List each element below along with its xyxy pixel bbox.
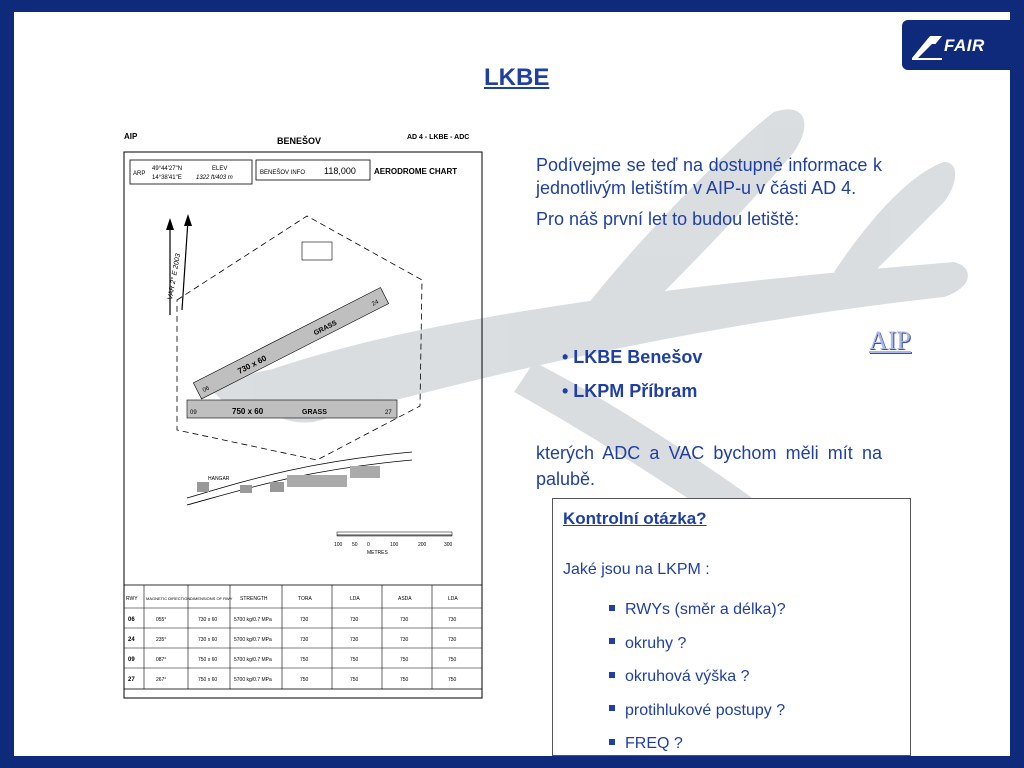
table-cell: 750 x 60 — [198, 657, 218, 663]
table-cell: 267° — [156, 677, 167, 683]
table-cell: 730 — [300, 617, 309, 623]
table-cell: 750 — [400, 657, 409, 663]
question-text: Jaké jsou na LKPM : — [563, 561, 710, 578]
list-item — [609, 593, 786, 627]
info-label: BENEŠOV INFO — [260, 170, 306, 176]
elev-value: 1322 ft/403 m — [196, 175, 233, 181]
list-item-label: protihlukové postupy ? — [625, 701, 786, 719]
slide — [14, 12, 1010, 756]
intro-paragraph: Pro náš první let to budou letiště: — [536, 209, 800, 229]
table-cell: 24 — [128, 637, 135, 643]
scale-tick: 200 — [418, 542, 427, 548]
closing-text: kterých ADC a VAC bychom měli mít na palubě. — [536, 443, 882, 489]
scale-tick: 50 — [352, 542, 358, 548]
question-list — [609, 593, 786, 756]
table-cell: 27 — [128, 677, 135, 683]
scale-tick: 300 — [444, 542, 453, 548]
rwy1-surface: GRASS — [312, 319, 339, 338]
scale-tick: 100 — [390, 542, 399, 548]
rwy-number-09: 09 — [190, 410, 197, 416]
table-header: MAGNETIC DIRECTION — [146, 596, 191, 601]
table-cell: 5700 kg/0.7 MPa — [234, 617, 272, 623]
list-item-label: FREQ ? — [625, 735, 683, 752]
list-item — [609, 694, 786, 728]
table-cell: 750 — [448, 657, 457, 663]
var-label: VAR 2° E 2003 — [167, 253, 183, 301]
table-cell: 750 — [350, 677, 359, 683]
table-cell: 730 — [400, 637, 409, 643]
bullet-square-icon — [609, 705, 615, 711]
list-item-label: okruhová výška ? — [625, 668, 750, 685]
table-cell: 055° — [156, 617, 167, 623]
arp-lat: 49°44'27"N — [152, 166, 183, 172]
table-cell: 750 — [300, 657, 309, 663]
bullet-square-icon — [609, 672, 615, 678]
airport-list — [562, 340, 702, 408]
chart-header-right: AD 4 - LKBE - ADC — [407, 134, 470, 141]
rwy1-label: 730 x 60 — [236, 353, 269, 376]
list-item — [609, 627, 786, 661]
aerodrome-chart — [122, 130, 490, 702]
table-header: STRENGTH — [240, 596, 268, 602]
table-cell: 5700 kg/0.7 MPa — [234, 677, 272, 683]
question-box — [552, 498, 911, 756]
chart-title: AERODROME CHART — [374, 167, 458, 176]
table-cell: 730 x 60 — [198, 637, 218, 643]
table-header: TORA — [298, 596, 312, 602]
page-title: LKBE — [484, 64, 550, 91]
table-cell: 730 — [300, 637, 309, 643]
aip-link[interactable]: AIP — [869, 326, 911, 355]
rwy-number-06: 06 — [201, 385, 211, 394]
table-cell: 750 — [400, 677, 409, 683]
list-item — [609, 660, 786, 694]
table-cell: 730 — [350, 637, 359, 643]
table-header: DIMENSIONS OF RWY — [190, 596, 233, 601]
bullet-square-icon — [609, 739, 615, 745]
table-cell: 750 — [448, 677, 457, 683]
table-header: ASDA — [398, 596, 412, 602]
table-cell: 750 x 60 — [198, 677, 218, 683]
bullet-square-icon — [609, 638, 615, 644]
scale-label: METRES — [367, 550, 388, 556]
airport-item-lkbe: • LKBE Benešov — [562, 347, 703, 367]
scale-tick: 0 — [367, 542, 370, 548]
rwy2-label: 750 x 60 — [232, 407, 264, 416]
table-cell: 730 — [400, 617, 409, 623]
intro-paragraph: Podívejme se teď na dostupné informace k jednotlivým letištím v AIP-u v části AD 4. — [536, 155, 882, 198]
hangar-label: HANGAR — [208, 476, 230, 482]
table-cell: 730 — [448, 617, 457, 623]
table-cell: 087° — [156, 657, 167, 663]
chart-header-left: AIP — [124, 132, 138, 141]
rwy-number-24: 24 — [371, 299, 380, 308]
table-cell: 09 — [128, 657, 135, 663]
fair-logo — [902, 20, 1010, 70]
table-cell: 5700 kg/0.7 MPa — [234, 637, 272, 643]
rwy-number-27: 27 — [385, 410, 392, 416]
chart-header-center: BENEŠOV — [277, 136, 322, 146]
rwy-table — [124, 585, 482, 689]
arp-lon: 14°38'41"E — [152, 175, 182, 181]
table-cell: 06 — [128, 617, 135, 623]
rwy2-surface: GRASS — [302, 409, 327, 416]
table-header: LDA — [448, 596, 458, 602]
intro-text — [536, 154, 882, 239]
table-cell: 730 — [448, 637, 457, 643]
elev-label: ELEV — [212, 166, 228, 172]
table-cell: 730 x 60 — [198, 617, 218, 623]
table-cell: 5700 kg/0.7 MPa — [234, 657, 272, 663]
list-item-label: okruhy ? — [625, 634, 687, 652]
airport-item-lkpm: • LKPM Příbram — [562, 381, 698, 401]
scale-tick: 100 — [334, 542, 343, 548]
table-cell: 730 — [350, 617, 359, 623]
table-header: LDA — [350, 596, 360, 602]
logo-text: FAIR — [944, 36, 985, 55]
bullet-square-icon — [609, 605, 615, 611]
table-header: RWY — [126, 596, 138, 602]
arp-label: ARP — [133, 171, 146, 177]
table-cell: 750 — [350, 657, 359, 663]
table-cell: 235° — [156, 637, 167, 643]
table-cell: 750 — [300, 677, 309, 683]
list-item-label: RWYs (směr a délka)? — [625, 601, 786, 618]
info-freq: 118,000 — [324, 166, 356, 176]
list-item — [609, 727, 786, 756]
fair-logo-icon — [910, 32, 944, 62]
question-box-title: Kontrolní otázka? — [563, 509, 707, 528]
